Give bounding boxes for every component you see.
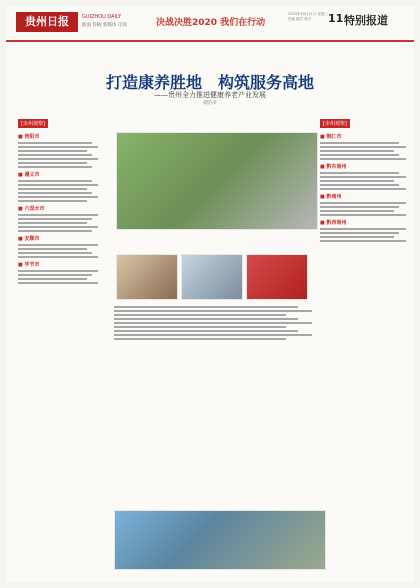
text-line xyxy=(114,322,312,324)
text-line xyxy=(18,158,98,160)
text-line xyxy=(114,338,286,340)
text-line xyxy=(320,214,406,216)
text-line xyxy=(18,192,92,194)
text-line xyxy=(320,232,399,234)
text-line xyxy=(114,330,298,332)
text-line xyxy=(320,154,399,156)
section-tag: [市州观察] xyxy=(320,119,350,128)
text-line xyxy=(320,236,394,238)
newspaper-page xyxy=(6,6,414,582)
section-tag: [市州观察] xyxy=(18,119,48,128)
small-photo-3 xyxy=(246,254,308,300)
headline: 打造康养胜地 构筑服务高地 xyxy=(105,73,314,92)
text-line xyxy=(18,278,87,280)
text-line xyxy=(18,256,98,258)
text-line xyxy=(320,150,394,152)
text-line xyxy=(114,314,286,316)
text-line xyxy=(320,206,399,208)
text-line xyxy=(114,334,312,336)
edition-meta xyxy=(288,12,328,22)
city-subhead: ■ 黔东南州 xyxy=(320,164,347,170)
text-line xyxy=(18,274,92,276)
logo-subtitle: GUIZHOU DAILY xyxy=(82,14,122,20)
text-line xyxy=(320,184,399,186)
text-line xyxy=(18,282,98,284)
text-line xyxy=(320,202,406,204)
city-subhead: ■ 黔南州 xyxy=(320,194,342,200)
edition-meta-line: 责编 版式 校对 xyxy=(288,17,312,21)
text-line xyxy=(18,188,87,190)
text-line xyxy=(18,214,98,216)
text-line xyxy=(320,158,406,160)
text-line xyxy=(18,162,87,164)
text-line xyxy=(320,146,406,148)
masthead xyxy=(6,6,414,42)
text-line xyxy=(320,142,399,144)
text-line xyxy=(18,150,87,152)
text-line xyxy=(18,180,92,182)
text-line xyxy=(18,248,87,250)
text-line xyxy=(320,210,394,212)
subheadline: ——贵州全力推进健康养老产业发展 xyxy=(154,91,266,99)
city-subhead: ■ 安顺市 xyxy=(18,236,40,242)
bottom-photo xyxy=(114,510,326,570)
text-line xyxy=(320,228,406,230)
text-line xyxy=(320,188,406,190)
edition-meta-line: 2020年10月21日 星期三 xyxy=(288,12,328,16)
byline: 胡启幸 xyxy=(203,101,217,106)
text-line xyxy=(18,200,87,202)
city-subhead: ■ 六盘水市 xyxy=(18,206,45,212)
text-line xyxy=(114,306,298,308)
text-line xyxy=(18,270,98,272)
city-subhead: ■ 遵义市 xyxy=(18,172,40,178)
newspaper-logo: 贵州日报 xyxy=(16,12,78,32)
text-line xyxy=(320,180,394,182)
text-line xyxy=(320,240,406,242)
logo-subtitle-2: 版面 投稿 新媒体 订阅 xyxy=(82,23,127,28)
text-line xyxy=(18,146,98,148)
text-line xyxy=(18,184,98,186)
city-subhead: ■ 铜仁市 xyxy=(320,134,342,140)
text-line xyxy=(18,196,98,198)
campaign-banner: 决战决胜2020 我们在行动 xyxy=(156,18,266,28)
city-subhead: ■ 毕节市 xyxy=(18,262,40,268)
small-photo-2 xyxy=(181,254,243,300)
text-line xyxy=(18,222,87,224)
text-line xyxy=(320,172,399,174)
text-line xyxy=(114,326,286,328)
text-line xyxy=(18,218,92,220)
left-column xyxy=(18,110,98,582)
right-column xyxy=(320,110,406,582)
main-photo xyxy=(116,132,318,230)
text-line xyxy=(320,176,406,178)
text-line xyxy=(18,142,92,144)
text-line xyxy=(114,318,298,320)
page-number: 11 xyxy=(328,12,344,25)
middle-text-block xyxy=(114,304,312,342)
text-line xyxy=(18,154,92,156)
city-subhead: ■ 黔西南州 xyxy=(320,220,347,226)
small-photo-1 xyxy=(116,254,178,300)
city-subhead: ■ 贵阳市 xyxy=(18,134,40,140)
text-line xyxy=(18,252,92,254)
text-line xyxy=(18,166,92,168)
text-line xyxy=(18,226,98,228)
text-line xyxy=(114,310,312,312)
text-line xyxy=(18,230,92,232)
text-line xyxy=(18,244,98,246)
section-label: 特别报道 xyxy=(344,14,388,27)
